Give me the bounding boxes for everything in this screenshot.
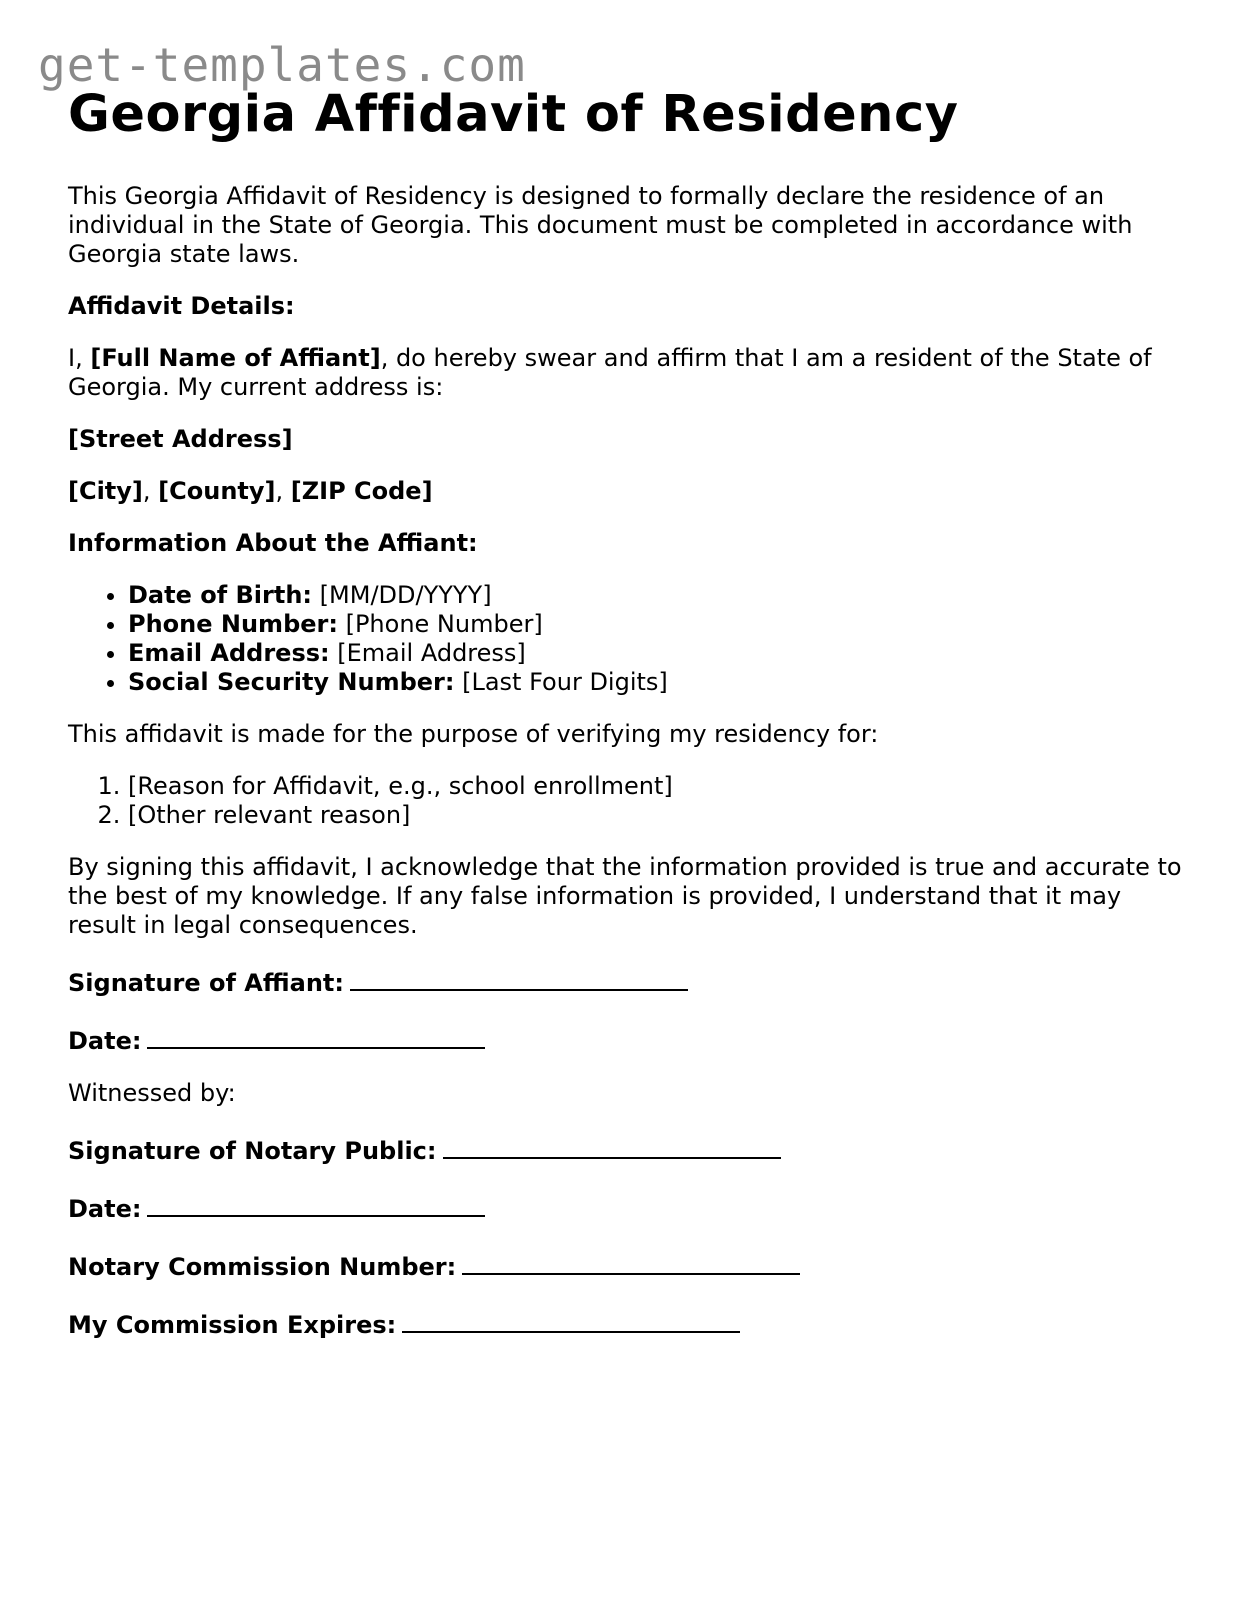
oath-paragraph: I, [Full Name of Affiant], do hereby swear and affirm that I am a resident of the State of Georgia. My current address is: — [68, 344, 1152, 401]
signature-affiant-field[interactable] — [350, 963, 688, 991]
date-line-1: Date: — [68, 1021, 1188, 1056]
intro-paragraph: This Georgia Affidavit of Residency is designed to formally declare the residence of an individual in the State of Georgia. This document must be completed in accordance with Georgia state laws. — [68, 182, 1133, 268]
commission-number-line: Notary Commission Number: — [68, 1247, 1188, 1282]
city-county-zip: [City], [County], [ZIP Code] — [68, 477, 433, 505]
date-field-2[interactable] — [147, 1189, 485, 1217]
list-item: • Social Security Number: [Last Four Digits] — [128, 668, 1188, 697]
street-address: [Street Address] — [68, 425, 293, 453]
commission-number-field[interactable] — [462, 1247, 800, 1275]
acknowledgement-paragraph: By signing this affidavit, I acknowledge that the information provided is true and accurate to the best of my knowledge. If any false information is provided, I understand that it may result in legal consequences. — [68, 853, 1182, 939]
list-item: • Phone Number: [Phone Number] — [128, 610, 1188, 639]
commission-expires-line: My Commission Expires: — [68, 1305, 1188, 1340]
list-item: • Email Address: [Email Address] — [128, 639, 1188, 668]
affiant-info-list — [68, 581, 1188, 697]
affiant-name-placeholder: [Full Name of Affiant] — [90, 344, 381, 372]
date-line-2: Date: — [68, 1189, 1188, 1224]
reasons-list — [68, 772, 1188, 830]
watermark: get-templates.com — [38, 38, 526, 92]
details-heading: Affidavit Details: — [68, 292, 295, 320]
page-title: Georgia Affidavit of Residency — [68, 85, 959, 144]
date-field-1[interactable] — [147, 1021, 485, 1049]
signature-notary-field[interactable] — [443, 1131, 781, 1159]
list-item: 1. [Reason for Affidavit, e.g., school enrollment] — [128, 772, 1188, 801]
signature-affiant-line: Signature of Affiant: — [68, 963, 1188, 998]
purpose-intro: This affidavit is made for the purpose of verifying my residency for: — [68, 720, 879, 748]
list-item: 2. [Other relevant reason] — [128, 801, 1188, 830]
commission-expires-field[interactable] — [402, 1305, 740, 1333]
document-page — [68, 82, 1188, 1340]
signature-notary-line: Signature of Notary Public: — [68, 1131, 1188, 1166]
list-item: • Date of Birth: [MM/DD/YYYY] — [128, 581, 1188, 610]
info-heading: Information About the Affiant: — [68, 529, 478, 557]
witnessed-by: Witnessed by: — [68, 1079, 236, 1107]
